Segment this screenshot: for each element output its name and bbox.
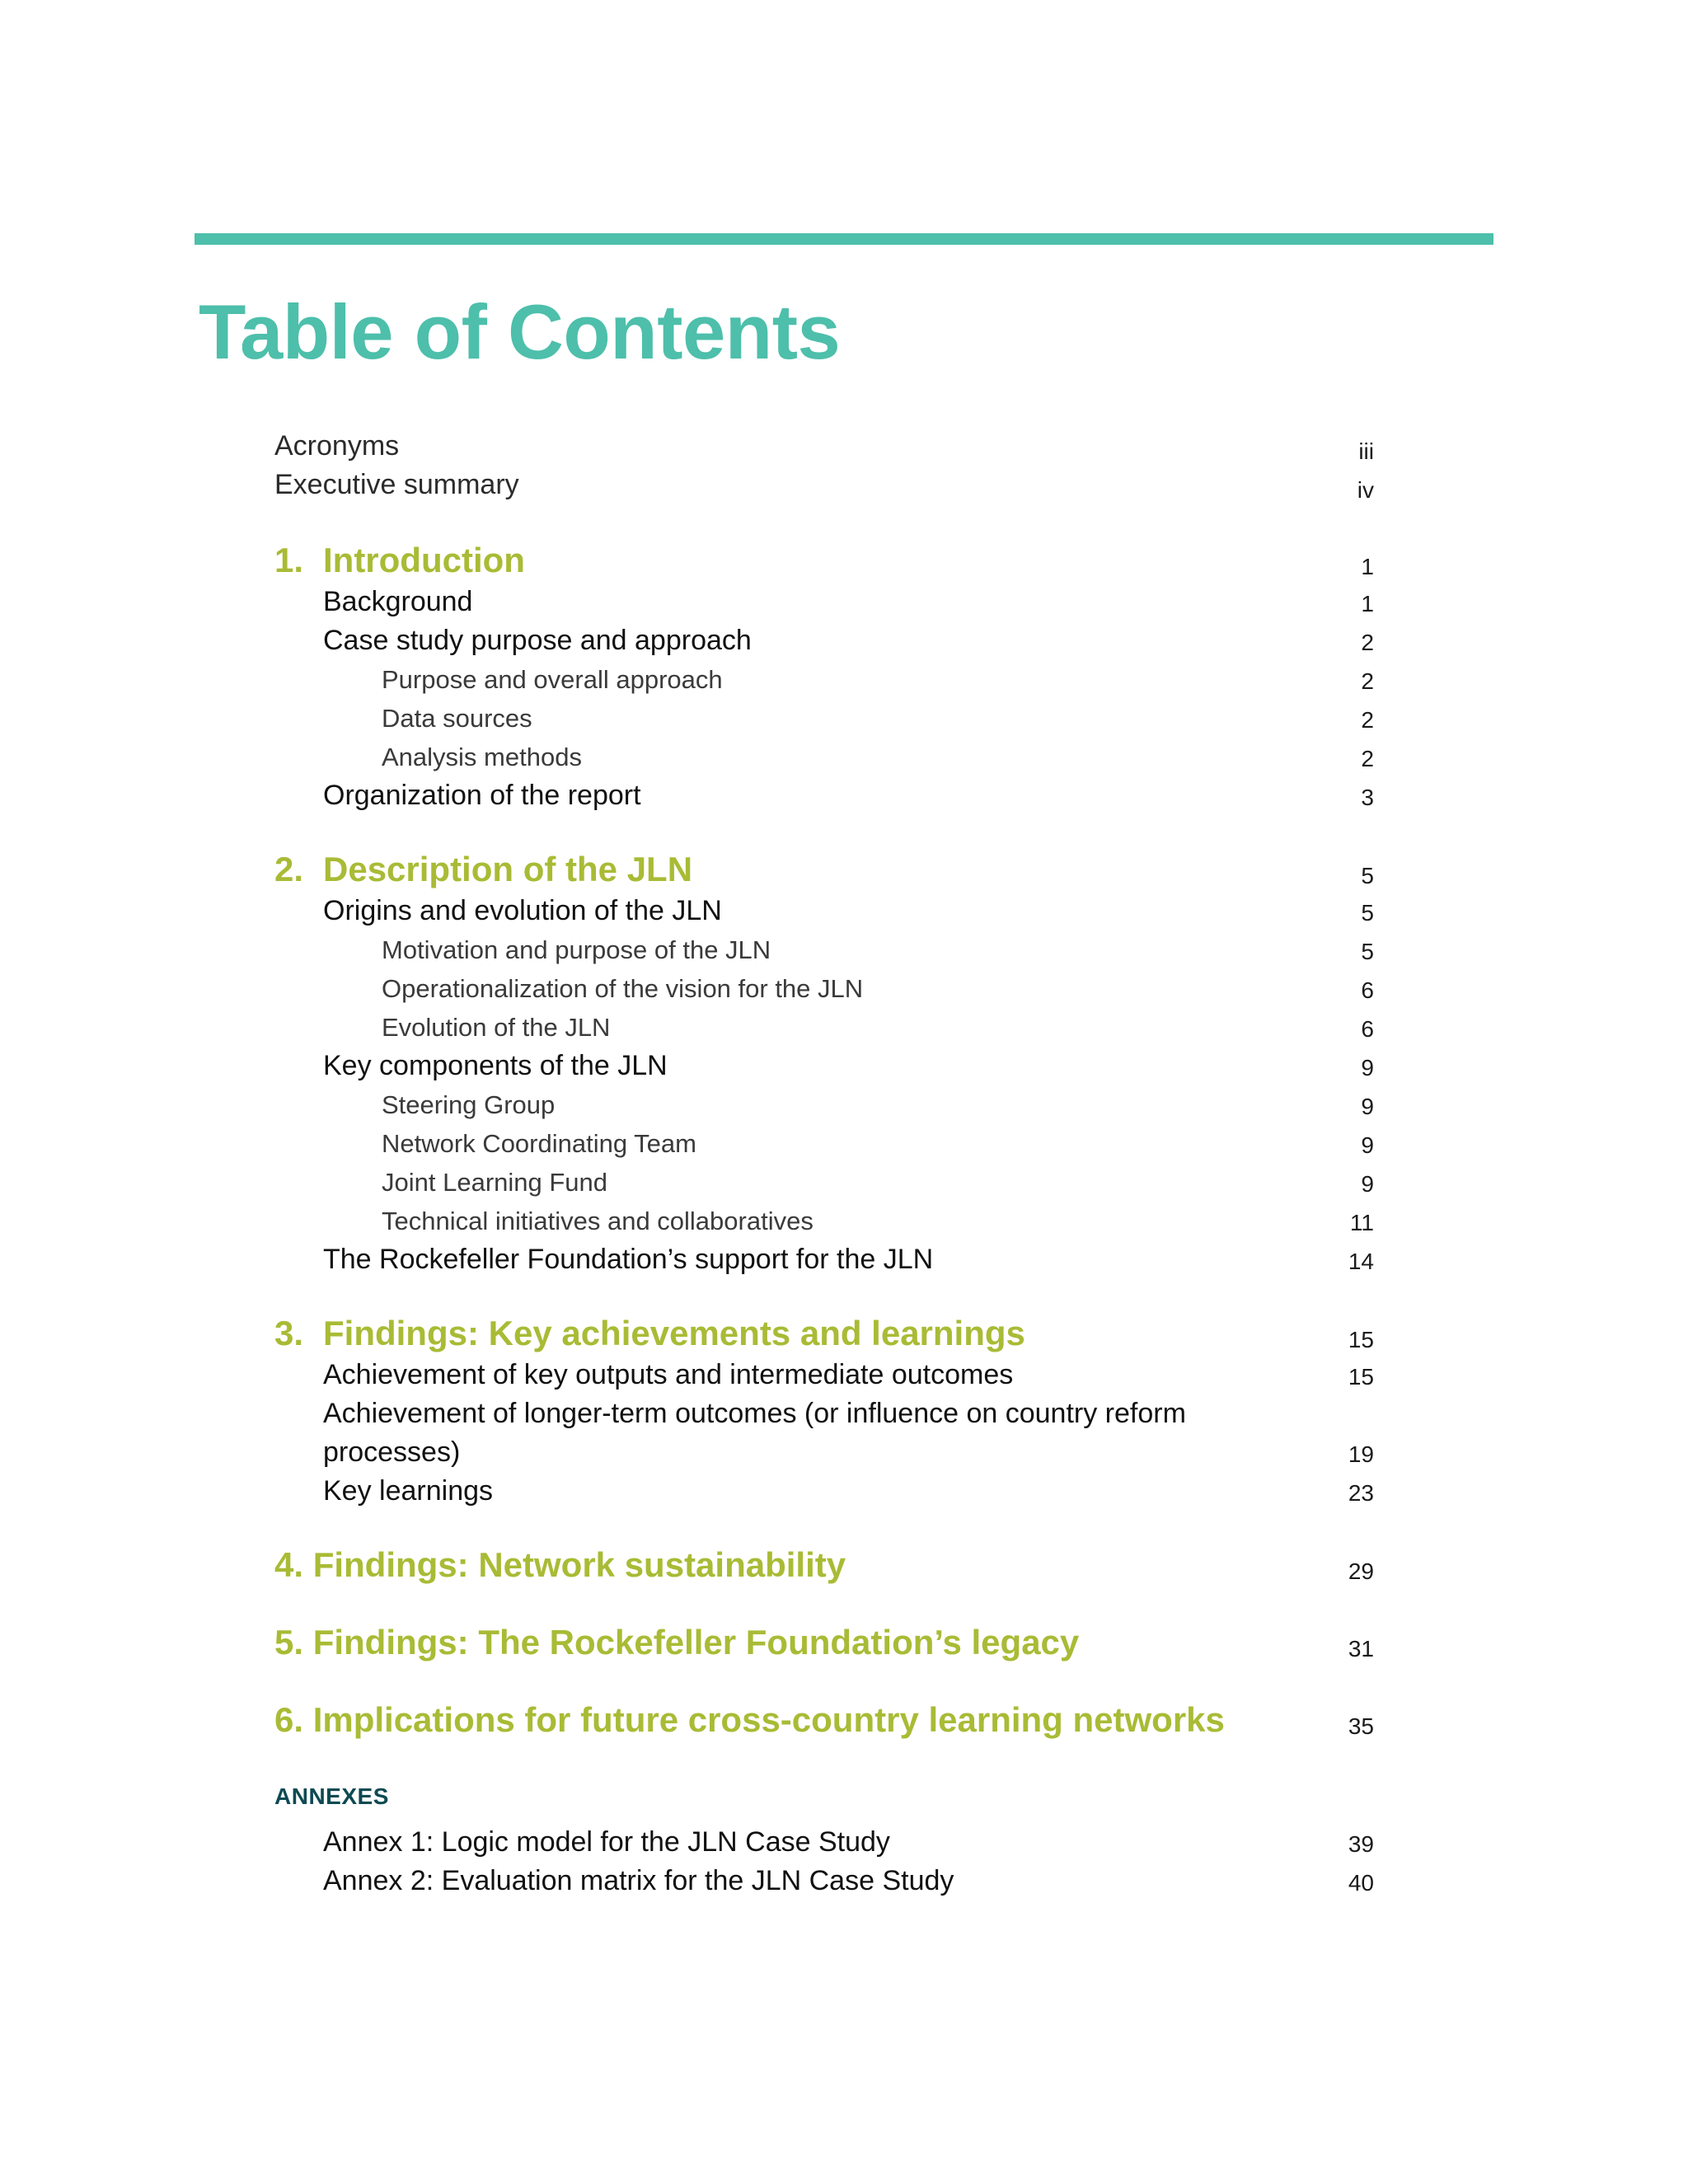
subsection-title: Technical initiatives and collaboratives <box>382 1207 814 1235</box>
toc-entry-acronyms[interactable] <box>0 430 1688 471</box>
toc-entry-page: 1 <box>1361 591 1374 616</box>
toc-entry-page: 40 <box>1348 1870 1374 1896</box>
section-title: Key components of the JLN <box>323 1050 668 1081</box>
toc-entry-page: 2 <box>1361 746 1374 771</box>
toc-entry-page: 35 <box>1348 1713 1374 1739</box>
toc-entry-page: 23 <box>1348 1480 1374 1506</box>
chapter-title: Findings: Key achievements and learnings <box>323 1314 1025 1352</box>
toc-entry-page: 3 <box>1361 785 1374 810</box>
subsection-title: Network Coordinating Team <box>382 1129 696 1158</box>
toc-entry-page: 19 <box>1348 1441 1374 1467</box>
toc-entry-page: iii <box>1358 438 1374 464</box>
chapter-number: 2. <box>274 850 304 888</box>
chapter-title: Description of the JLN <box>323 850 693 888</box>
annex-title: Annex 2: Evaluation matrix for the JLN Case Study <box>323 1865 954 1896</box>
toc-entry-page: 5 <box>1361 900 1374 926</box>
section-title: Origins and evolution of the JLN <box>323 895 722 926</box>
subsection-title: Evolution of the JLN <box>382 1013 611 1042</box>
toc-entry-page: 2 <box>1361 707 1374 733</box>
subsection-title: Steering Group <box>382 1090 556 1119</box>
toc-chapter-5[interactable] <box>0 1623 1688 1669</box>
toc-entry-page: 9 <box>1361 1171 1374 1197</box>
chapter-title: 6. Implications for future cross-country learning networks <box>274 1700 1225 1739</box>
chapter-title: 4. Findings: Network sustainability <box>274 1545 846 1584</box>
toc-entry-page: 1 <box>1361 554 1374 579</box>
toc-chapter-3[interactable] <box>0 1314 1688 1360</box>
toc-entry-page: 9 <box>1361 1132 1374 1158</box>
section-title: Organization of the report <box>323 780 641 811</box>
toc-entry-page: 15 <box>1348 1327 1374 1352</box>
toc-entry-page: iv <box>1357 477 1374 503</box>
subsection-title: Operationalization of the vision for the JLN <box>382 974 864 1003</box>
chapter-number: 1. <box>274 541 304 579</box>
annexes-heading: ANNEXES <box>274 1783 389 1809</box>
toc-entry-page: 15 <box>1348 1364 1374 1390</box>
toc-entry-page: 11 <box>1349 1210 1374 1235</box>
toc-entry-title: Executive summary <box>274 469 519 500</box>
toc-entry-executive-summary[interactable] <box>0 469 1688 510</box>
section-title: Achievement of longer-term outcomes (or influence on country reform <box>323 1398 1186 1429</box>
toc-chapter-2[interactable] <box>0 850 1688 896</box>
section-title: Case study purpose and approach <box>323 625 752 656</box>
toc-entry-page: 29 <box>1348 1558 1374 1584</box>
toc-entry-page: 31 <box>1348 1636 1374 1661</box>
toc-entry-page: 14 <box>1348 1249 1374 1274</box>
section-title: Key learnings <box>323 1475 494 1507</box>
toc-entry-page: 39 <box>1348 1831 1374 1857</box>
section-title-continued: processes) <box>323 1436 461 1468</box>
toc-chapter-6[interactable] <box>0 1700 1688 1746</box>
subsection-title: Purpose and overall approach <box>382 665 723 694</box>
toc-entry-page: 6 <box>1361 1016 1374 1042</box>
toc-entry-page: 2 <box>1361 630 1374 655</box>
toc-entry-page: 5 <box>1361 863 1374 888</box>
toc-entry-page: 9 <box>1361 1055 1374 1080</box>
subsection-title: Data sources <box>382 704 532 733</box>
toc-entry-title: Acronyms <box>274 430 400 462</box>
annex-title: Annex 1: Logic model for the JLN Case Study <box>323 1826 890 1858</box>
toc-chapter-1[interactable] <box>0 541 1688 587</box>
toc-entry-page: 5 <box>1361 939 1374 964</box>
chapter-number: 3. <box>274 1314 304 1352</box>
chapter-title: 5. Findings: The Rockefeller Foundation’s legacy <box>274 1623 1080 1661</box>
section-title: Achievement of key outputs and intermediate outcomes <box>323 1359 1014 1390</box>
section-title: Background <box>323 586 473 617</box>
subsection-title: Joint Learning Fund <box>382 1168 608 1197</box>
toc-chapter-4[interactable] <box>0 1545 1688 1591</box>
section-title: The Rockefeller Foundation’s support for the JLN <box>323 1244 934 1275</box>
page-title: Table of Contents <box>199 288 841 375</box>
toc-entry-page: 2 <box>1361 668 1374 694</box>
subsection-title: Motivation and purpose of the JLN <box>382 935 771 964</box>
toc-entry-page: 9 <box>1361 1094 1374 1119</box>
toc-entry-page: 6 <box>1361 977 1374 1003</box>
chapter-title: Introduction <box>323 541 525 579</box>
subsection-title: Analysis methods <box>382 743 582 771</box>
